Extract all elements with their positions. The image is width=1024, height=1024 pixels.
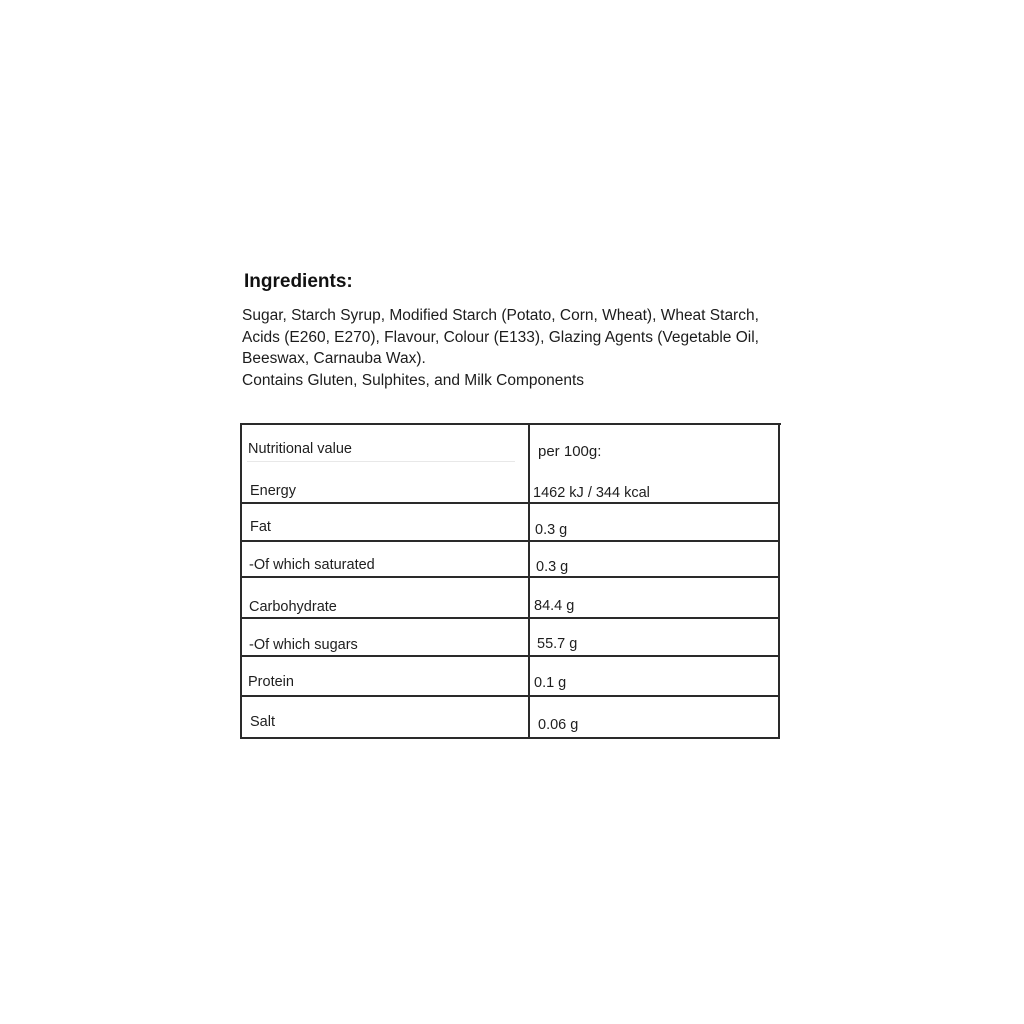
header-separator	[247, 461, 515, 462]
table-row-divider	[240, 540, 780, 542]
ingredients-line: Beeswax, Carnauba Wax).	[242, 350, 426, 368]
table-right-border	[778, 423, 780, 739]
header-label-cell: Nutritional value	[248, 441, 352, 457]
ingredients-line: Sugar, Starch Syrup, Modified Starch (Potato, Corn, Wheat), Wheat Starch,	[242, 307, 759, 324]
nutrient-label-saturated: -Of which saturated	[249, 557, 375, 573]
nutrient-label-salt: Salt	[250, 714, 275, 730]
table-row-divider	[240, 617, 780, 619]
nutrient-value-salt: 0.06 g	[538, 717, 579, 733]
nutrient-value-sugars: 55.7 g	[537, 636, 578, 652]
nutrient-value-energy: 1462 kJ / 344 kcal	[533, 485, 650, 501]
table-column-divider	[528, 423, 530, 739]
nutrient-label-sugars: -Of which sugars	[249, 637, 358, 653]
nutrient-label-protein: Protein	[248, 674, 294, 690]
nutrient-label-fat: Fat	[250, 519, 271, 535]
table-row-divider	[240, 695, 780, 697]
ingredients-heading: Ingredients:	[244, 271, 353, 292]
table-left-border	[240, 423, 242, 739]
nutrient-value-saturated: 0.3 g	[536, 559, 569, 575]
nutrient-label-energy: Energy	[250, 483, 296, 499]
table-row-divider	[240, 655, 780, 657]
table-top-border	[241, 423, 781, 425]
nutrient-value-carbohydrate: 84.4 g	[534, 598, 575, 614]
nutrient-value-protein: 0.1 g	[534, 675, 567, 691]
nutrition-table	[240, 423, 781, 739]
table-row-divider	[240, 502, 780, 504]
header-value-cell: per 100g:	[538, 443, 602, 460]
allergen-statement: Contains Gluten, Sulphites, and Milk Components	[242, 372, 585, 390]
ingredients-line: Acids (E260, E270), Flavour, Colour (E133), Glazing Agents (Vegetable Oil,	[242, 328, 759, 346]
nutrient-value-fat: 0.3 g	[535, 522, 568, 538]
nutrient-label-carbohydrate: Carbohydrate	[249, 599, 337, 615]
table-row-divider	[240, 576, 780, 578]
table-bottom-border	[240, 737, 780, 739]
ingredients-list	[242, 305, 802, 392]
